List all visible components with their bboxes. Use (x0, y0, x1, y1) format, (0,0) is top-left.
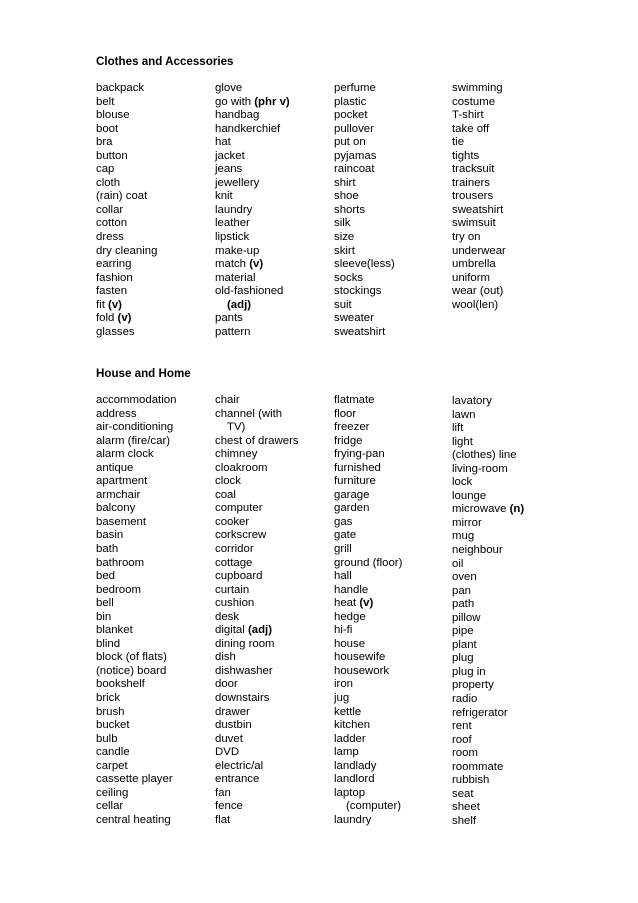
list-item: uniform (452, 271, 490, 284)
list-item: garage (334, 488, 370, 501)
list-item: jeans (215, 163, 243, 176)
list-item: TV) (227, 421, 246, 434)
list-item: bra (96, 136, 113, 149)
list-item (96, 312, 211, 326)
list-item: refrigerator (452, 706, 508, 719)
list-item: sweatshirt (334, 325, 386, 338)
list-item: corkscrew (215, 529, 267, 542)
word: match (215, 258, 247, 271)
list-item: brick (96, 692, 121, 705)
list-item: plug in (452, 665, 486, 678)
list-item: cassette player (96, 773, 173, 786)
list-item: accommodation (96, 394, 177, 406)
list-item: handbag (215, 109, 260, 122)
word: digital (215, 624, 245, 637)
list-item: house (334, 637, 366, 650)
list-item: dry cleaning (96, 244, 158, 257)
list-item (215, 299, 330, 313)
list-item: laundry (334, 813, 372, 826)
list-item: sleeve(less) (334, 258, 395, 271)
list-item: costume (452, 95, 496, 108)
list-item: sweatshirt (452, 203, 504, 216)
list-item: fridge (334, 434, 363, 447)
list-item: (notice) board (96, 664, 167, 677)
list-item: antique (96, 461, 134, 474)
list-item: central heating (96, 813, 171, 826)
list-item: freezer (334, 421, 370, 434)
list-item: lavatory (452, 395, 492, 407)
list-item: hat (215, 136, 231, 149)
list-item: hall (334, 570, 352, 583)
clothes-col-3 (334, 82, 449, 339)
list-item: take off (452, 122, 490, 135)
list-item: bedroom (96, 583, 141, 596)
list-item: landlord (334, 773, 375, 786)
list-item: path (452, 598, 475, 611)
list-item: bathroom (96, 556, 145, 569)
list-item (215, 96, 330, 110)
list-item: T-shirt (452, 109, 484, 122)
list-item: backpack (96, 82, 145, 94)
list-item: balcony (96, 502, 136, 515)
list-item: cupboard (215, 570, 263, 583)
list-item: entrance (215, 773, 260, 786)
list-item: rent (452, 720, 472, 733)
list-item: cloth (96, 176, 121, 189)
list-item: air-conditioning (96, 421, 174, 434)
house-col-3 (334, 394, 449, 828)
list-item: suit (334, 298, 352, 311)
list-item: kettle (334, 705, 362, 718)
list-item: alarm clock (96, 448, 154, 461)
list-item: handkerchief (215, 122, 281, 135)
list-item: chimney (215, 448, 258, 461)
list-item: chest of drawers (215, 434, 299, 447)
list-item: corridor (215, 543, 254, 556)
list-item: pattern (215, 325, 251, 338)
list-item: handle (334, 583, 369, 596)
list-item: channel (with (215, 407, 283, 420)
list-item: socks (334, 271, 364, 284)
list-item: sheet (452, 801, 480, 814)
list-item: glove (215, 82, 243, 94)
list-item: bin (96, 610, 112, 623)
list-item: flat (215, 813, 231, 826)
list-item: plastic (334, 95, 367, 108)
clothes-col-1 (96, 82, 211, 339)
list-item: clock (215, 475, 241, 488)
list-item: bulb (96, 732, 118, 745)
list-item: blanket (96, 624, 133, 637)
list-item: oil (452, 557, 464, 570)
list-item: tights (452, 149, 480, 162)
heading-house: House and Home (96, 367, 191, 380)
list-item: neighbour (452, 544, 503, 557)
word-tag: (phr v) (254, 95, 290, 108)
list-item: lift (452, 422, 464, 435)
list-item: bell (96, 597, 114, 610)
list-item: plant (452, 638, 477, 651)
list-item: leather (215, 217, 250, 230)
list-item: trousers (452, 190, 494, 203)
list-item: boot (96, 122, 119, 135)
list-item: pillow (452, 611, 481, 624)
list-item: cotton (96, 217, 128, 230)
list-item: dining room (215, 637, 275, 650)
list-item: desk (215, 610, 240, 623)
list-item: candle (96, 746, 130, 759)
list-item: light (452, 435, 473, 448)
list-item: furnished (334, 461, 381, 474)
clothes-col-4 (452, 82, 567, 312)
list-item: cottage (215, 556, 253, 569)
list-item: bookshelf (96, 678, 145, 691)
list-item: address (96, 407, 137, 420)
list-item: roof (452, 733, 472, 746)
list-item: ladder (334, 732, 366, 745)
list-item: pyjamas (334, 149, 377, 162)
list-item: stockings (334, 285, 382, 298)
list-item: cloakroom (215, 461, 268, 474)
list-item: make-up (215, 244, 260, 257)
word: go with (215, 95, 252, 108)
list-item: armchair (96, 488, 141, 501)
list-item: dishwasher (215, 664, 273, 677)
word: fit (96, 298, 105, 311)
list-item: lounge (452, 489, 487, 502)
list-item: put on (334, 136, 366, 149)
list-item: coal (215, 488, 236, 501)
list-item: curtain (215, 583, 250, 596)
house-col-1 (96, 394, 211, 828)
list-item: trainers (452, 176, 490, 189)
list-item: carpet (96, 759, 128, 772)
list-item: housework (334, 664, 390, 677)
list-item: collar (96, 203, 124, 216)
list-item: housewife (334, 651, 386, 664)
list-item: dustbin (215, 719, 252, 732)
list-item: grill (334, 543, 352, 556)
word: heat (334, 597, 357, 610)
list-item: hi-fi (334, 624, 353, 637)
list-item: bucket (96, 719, 130, 732)
list-item: fence (215, 800, 243, 813)
list-item: kitchen (334, 719, 371, 732)
list-item: shorts (334, 203, 366, 216)
list-item: (computer) (346, 800, 402, 813)
list-item: raincoat (334, 163, 375, 176)
list-item: fasten (96, 285, 128, 298)
list-item (96, 299, 211, 313)
list-item: gate (334, 529, 357, 542)
list-item: blind (96, 637, 121, 650)
house-col-2 (215, 394, 330, 828)
list-item: cap (96, 163, 115, 176)
list-item: floor (334, 407, 357, 420)
list-item: bed (96, 570, 116, 583)
list-item: alarm (fire/car) (96, 434, 171, 447)
list-item: (rain) coat (96, 190, 148, 203)
list-item: blouse (96, 109, 130, 122)
list-item: cooker (215, 515, 250, 528)
list-item: pipe (452, 625, 474, 638)
word-tag: (adj) (247, 624, 272, 637)
list-item: pullover (334, 122, 374, 135)
list-item: oven (452, 571, 477, 584)
word-tag: (v) (117, 312, 132, 325)
list-item: mirror (452, 516, 482, 529)
list-item: door (215, 678, 238, 691)
list-item: laptop (334, 786, 366, 799)
word: fold (96, 312, 115, 325)
list-item: material (215, 271, 256, 284)
list-item: roommate (452, 760, 504, 773)
list-item: ceiling (96, 786, 129, 799)
house-col-4 (452, 395, 567, 829)
list-item: electric/al (215, 759, 264, 772)
list-item: brush (96, 705, 125, 718)
list-item: wool(len) (452, 298, 499, 311)
list-item: drawer (215, 705, 250, 718)
list-item: silk (334, 217, 351, 230)
list-item: block (of flats) (96, 651, 167, 664)
list-item: (clothes) line (452, 449, 517, 462)
list-item: basement (96, 515, 147, 528)
list-item: swimming (452, 82, 503, 94)
list-item: size (334, 231, 355, 244)
list-item: jewellery (215, 176, 260, 189)
word-tag: (v) (249, 258, 264, 271)
list-item: laundry (215, 203, 253, 216)
list-item (215, 258, 330, 272)
list-item: plug (452, 652, 474, 665)
list-item: button (96, 149, 128, 162)
list-item: sweater (334, 312, 374, 325)
list-item: knit (215, 190, 233, 203)
list-item: bath (96, 543, 119, 556)
list-item: property (452, 679, 494, 692)
list-item: room (452, 747, 478, 760)
list-item: dish (215, 651, 236, 664)
word-tag: (n) (509, 503, 525, 516)
list-item (215, 624, 330, 638)
list-item: fan (215, 786, 231, 799)
list-item: garden (334, 502, 370, 515)
heading-clothes: Clothes and Accessories (96, 55, 234, 68)
list-item: landlady (334, 759, 377, 772)
list-item: jug (334, 692, 350, 705)
list-item: mug (452, 530, 475, 543)
list-item: old-fashioned (215, 285, 284, 298)
word-tag: (adj) (227, 298, 252, 311)
list-item: basin (96, 529, 124, 542)
list-item: umbrella (452, 258, 496, 271)
list-item: rubbish (452, 774, 490, 787)
list-item: shelf (452, 814, 477, 827)
list-item: wear (out) (452, 285, 504, 298)
list-item (334, 597, 449, 611)
list-item: fashion (96, 271, 133, 284)
list-item: iron (334, 678, 353, 691)
list-item: downstairs (215, 692, 270, 705)
list-item: lawn (452, 408, 476, 421)
list-item (452, 503, 567, 517)
list-item: glasses (96, 325, 135, 338)
list-item: pants (215, 312, 243, 325)
list-item: chair (215, 394, 240, 406)
list-item: lipstick (215, 231, 250, 244)
list-item: jacket (215, 149, 245, 162)
list-item: underwear (452, 244, 506, 257)
list-item: shirt (334, 176, 356, 189)
list-item: tracksuit (452, 163, 495, 176)
list-item: dress (96, 231, 124, 244)
list-item: skirt (334, 244, 355, 257)
list-item: apartment (96, 475, 148, 488)
clothes-col-2 (215, 82, 330, 339)
list-item: shoe (334, 190, 359, 203)
list-item: tie (452, 136, 465, 149)
list-item: cellar (96, 800, 124, 813)
list-item: furniture (334, 475, 376, 488)
list-item: earring (96, 258, 132, 271)
word-tag: (v) (359, 597, 374, 610)
list-item: belt (96, 95, 115, 108)
list-item: flatmate (334, 394, 375, 406)
list-item: ground (floor) (334, 556, 403, 569)
list-item: frying-pan (334, 448, 385, 461)
list-item: lock (452, 476, 473, 489)
list-item: computer (215, 502, 263, 515)
list-item: seat (452, 787, 474, 800)
list-item: try on (452, 231, 481, 244)
list-item: lamp (334, 746, 359, 759)
word: microwave (452, 503, 507, 516)
word-tag: (v) (108, 298, 122, 311)
list-item: gas (334, 515, 353, 528)
list-item: pan (452, 584, 472, 597)
list-item: DVD (215, 746, 240, 759)
list-item: duvet (215, 732, 243, 745)
list-item: hedge (334, 610, 366, 623)
list-item: radio (452, 693, 478, 706)
list-item: cushion (215, 597, 255, 610)
list-item: swimsuit (452, 217, 496, 230)
list-item: pocket (334, 109, 368, 122)
list-item: perfume (334, 82, 376, 94)
list-item: living-room (452, 462, 508, 475)
